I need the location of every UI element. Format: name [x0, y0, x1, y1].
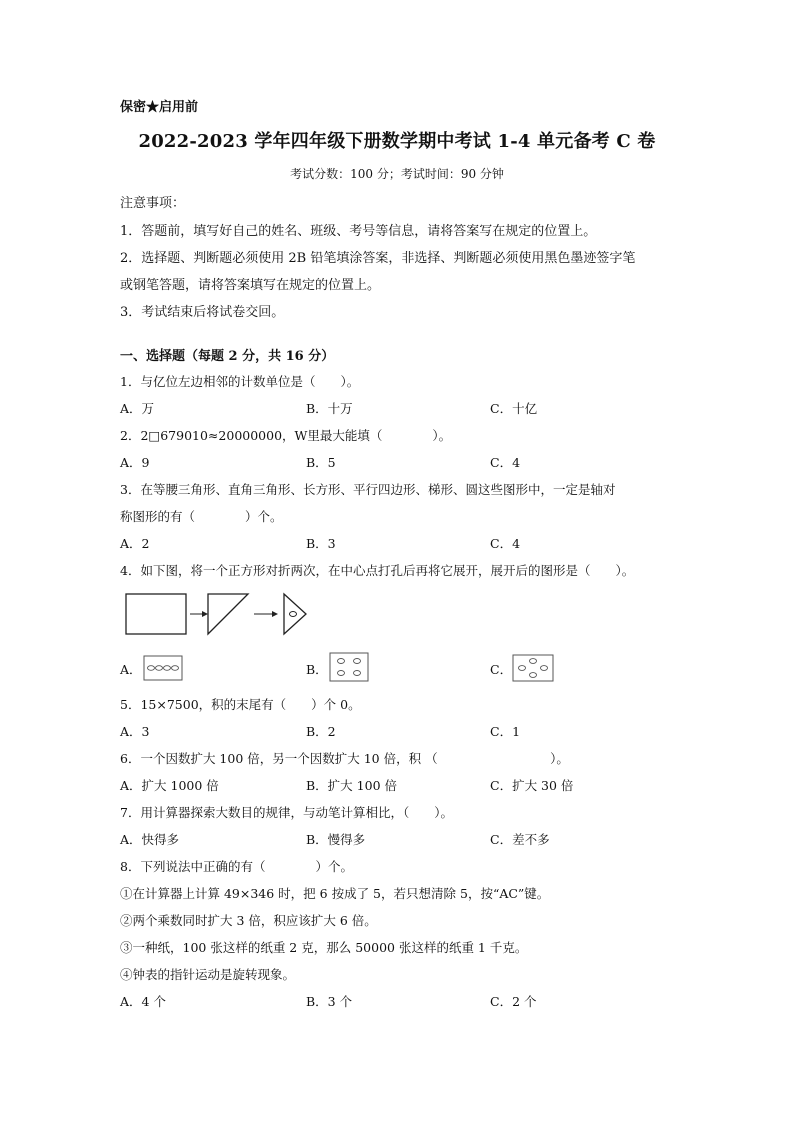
note-item-1: 1．答题前，填写好自己的姓名、班级、考号等信息，请将答案写在规定的位置上。 — [120, 224, 597, 239]
question-8-option-b: B．3 个 — [306, 994, 353, 1009]
notes-heading: 注意事项： — [120, 196, 186, 211]
question-6-stem: 6．一个因数扩大 100 倍，另一个因数扩大 10 倍，积 （ ）。 — [120, 751, 569, 766]
arrow-head-2 — [272, 611, 278, 617]
question-8-option-c: C．2 个 — [490, 994, 537, 1009]
question-6-option-a: A．扩大 1000 倍 — [120, 778, 219, 793]
folding-steps-figure — [124, 590, 314, 638]
small-triangle-shape — [284, 594, 306, 634]
question-7-option-c: C．差不多 — [490, 832, 550, 847]
question-3-option-c: C．4 — [490, 536, 521, 551]
question-4-stem: 4．如下图，将一个正方形对折两次，在中心点打孔后再将它展开，展开后的图形是（ ）。 — [120, 563, 635, 578]
question-5-option-b: B．2 — [306, 724, 336, 739]
question-7-option-b: B．慢得多 — [306, 832, 366, 847]
question-6-option-c: C．扩大 30 倍 — [490, 778, 574, 793]
question-6-option-b: B．扩大 100 倍 — [306, 778, 397, 793]
question-8-statement-1: ①在计算器上计算 49×346 时，把 6 按成了 5，若只想清除 5，按“AC”键。 — [120, 886, 550, 901]
note-item-2-cont: 或钢笔答题，请将答案填写在规定的位置上。 — [120, 278, 381, 293]
punched-hole — [290, 612, 297, 617]
question-8-option-a: A．4 个 — [120, 994, 166, 1009]
right-triangle-shape — [208, 594, 248, 634]
question-7-option-a: A．快得多 — [120, 832, 180, 847]
question-8-statement-2: ②两个乘数同时扩大 3 倍，积应该扩大 6 倍。 — [120, 913, 377, 928]
question-2-option-a: A．9 — [120, 455, 150, 470]
note-item-2: 2．选择题、判断题必须使用 2B 铅笔填涂答案，非选择、判断题必须使用黑色墨迹签字笔 — [120, 251, 636, 266]
question-1-option-c: C．十亿 — [490, 401, 538, 416]
exam-title: 2022-2023 学年四年级下册数学期中考试 1-4 单元备考 C 卷 — [138, 131, 656, 152]
question-4-option-a: A． — [120, 662, 142, 677]
question-3-option-a: A．2 — [120, 536, 150, 551]
question-1-option-a: A．万 — [120, 401, 155, 416]
option-b-figure — [329, 652, 369, 682]
question-1-option-b: B．十万 — [306, 401, 353, 416]
question-3-stem: 3．在等腰三角形、直角三角形、长方形、平行四边形、梯形、圆这些图形中，一定是轴对 — [120, 482, 616, 497]
question-5-option-c: C．1 — [490, 724, 521, 739]
arrow-head-1 — [202, 611, 208, 617]
question-2-option-b: B．5 — [306, 455, 336, 470]
question-3-option-b: B．3 — [306, 536, 336, 551]
exam-subtitle: 考试分数：100 分；考试时间：90 分钟 — [290, 167, 504, 181]
question-5-option-a: A．3 — [120, 724, 150, 739]
option-c-figure — [512, 654, 554, 682]
section-heading: 一、选择题（每题 2 分，共 16 分） — [120, 349, 335, 364]
question-2-option-c: C．4 — [490, 455, 521, 470]
question-4-option-b: B． — [306, 662, 328, 677]
question-1-stem: 1．与亿位左边相邻的计数单位是（ ）。 — [120, 374, 360, 389]
question-4-option-c: C． — [490, 662, 513, 677]
question-5-stem: 5．15×7500，积的末尾有（ ）个 0。 — [120, 697, 361, 712]
question-8-statement-4: ④钟表的指针运动是旋转现象。 — [120, 967, 296, 982]
square-shape — [126, 594, 186, 634]
question-8-stem: 8．下列说法中正确的有（ ）个。 — [120, 859, 353, 874]
question-3-stem-cont: 称图形的有（ ）个。 — [120, 509, 283, 524]
question-2-stem: 2．2□679010≈20000000，W里最大能填（ ）。 — [120, 428, 452, 443]
question-8-statement-3: ③一种纸，100 张这样的纸重 2 克，那么 50000 张这样的纸重 1 千克。 — [120, 940, 528, 955]
confidential-mark: 保密★启用前 — [120, 100, 199, 115]
note-item-3: 3．考试结束后将试卷交回。 — [120, 305, 285, 320]
option-a-figure — [143, 655, 183, 681]
question-7-stem: 7．用计算器探索大数目的规律，与动笔计算相比，（ ）。 — [120, 805, 453, 820]
